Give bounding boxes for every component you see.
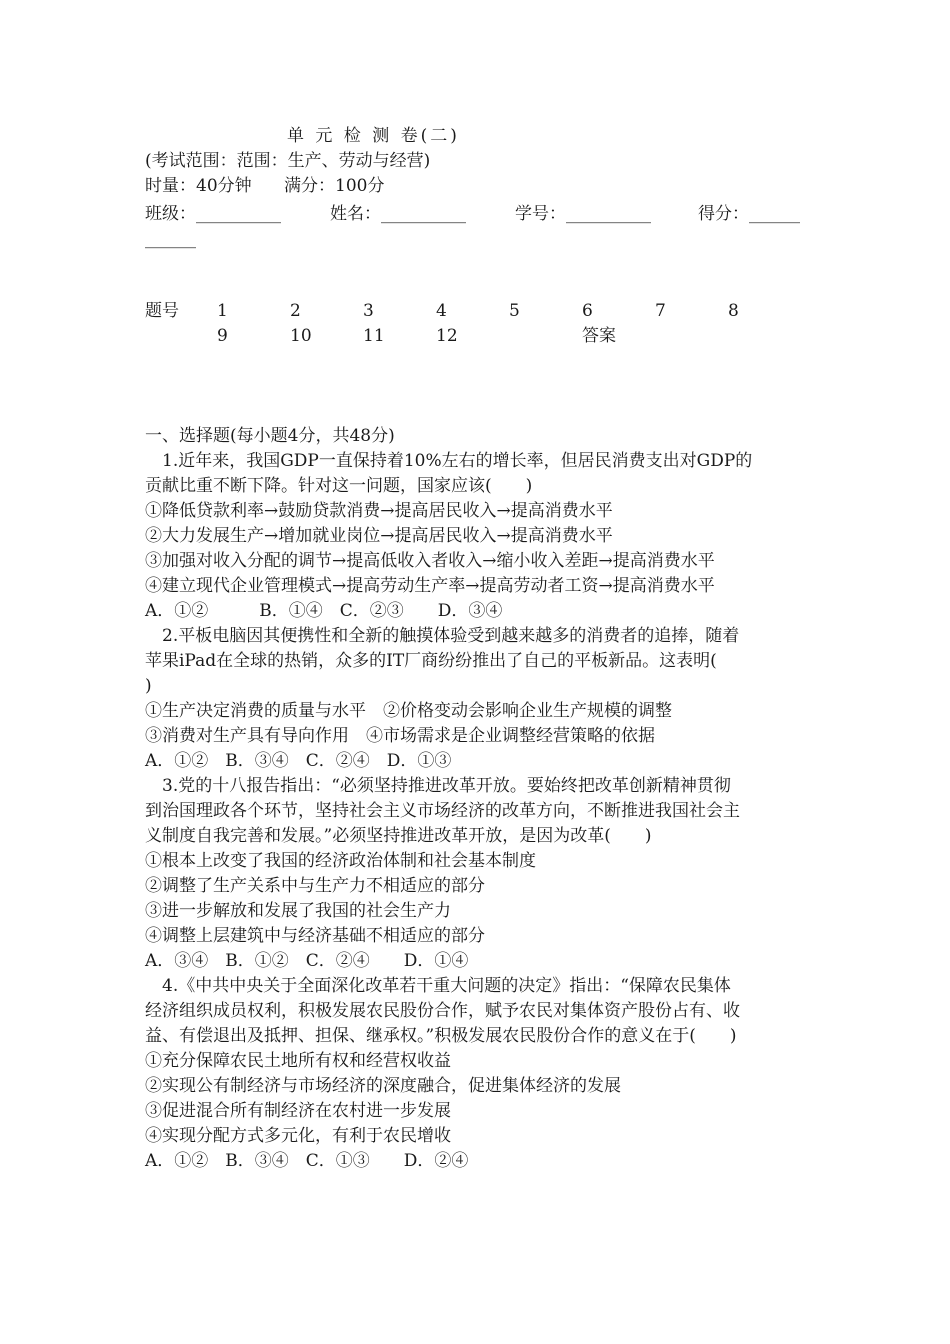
option-statement: ①根本上改变了我国的经济政治体制和社会基本制度 <box>145 851 536 871</box>
question-stem: 4.《中共中央关于全面深化改革若干重大问题的决定》指出：“保障农民集体 <box>162 976 731 996</box>
question-number: 5 <box>509 301 520 321</box>
answer-label: 答案 <box>582 326 616 346</box>
option-statement: ④调整上层建筑中与经济基础不相适应的部分 <box>145 926 485 946</box>
question-number: 11 <box>363 326 385 346</box>
question-number: 8 <box>728 301 739 321</box>
option-statement: ③促进混合所有制经济在农村进一步发展 <box>145 1101 451 1121</box>
question-stem: ) <box>145 676 152 696</box>
question-stem: 1.近年来，我国GDP一直保持着10%左右的增长率，但居民消费支出对GDP的 <box>162 451 753 471</box>
exam-title: 单 元 检 测 卷(二) <box>287 126 460 146</box>
question-number: 9 <box>217 326 228 346</box>
option-statement: ②大力发展生产→增加就业岗位→提高居民收入→提高消费水平 <box>145 526 613 546</box>
answer-choices: A．①② B．③④ C．①③ D．②④ <box>145 1151 469 1171</box>
option-statement: ④建立现代企业管理模式→提高劳动生产率→提高劳动者工资→提高消费水平 <box>145 576 715 596</box>
answer-choices: A．③④ B．①② C．②④ D．①④ <box>145 951 469 971</box>
option-statement: ④实现分配方式多元化，有利于农民增收 <box>145 1126 451 1146</box>
question-number-label: 题号 <box>145 301 179 321</box>
score-field-continuation: ______ <box>145 229 196 249</box>
student-id-field[interactable]: 学号：__________ <box>515 204 651 224</box>
question-number: 7 <box>655 301 666 321</box>
option-statement: ③消费对生产具有导向作用 ④市场需求是企业调整经营策略的依据 <box>145 726 655 746</box>
name-field[interactable]: 姓名：__________ <box>330 204 466 224</box>
option-statement: ③加强对收入分配的调节→提高低收入者收入→缩小收入差距→提高消费水平 <box>145 551 715 571</box>
answer-choices: A．①② B．①④ C．②③ D．③④ <box>145 601 503 621</box>
question-stem: 2.平板电脑因其便携性和全新的触摸体验受到越来越多的消费者的追捧，随着 <box>162 626 740 646</box>
answer-choices: A．①② B．③④ C．②④ D．①③ <box>145 751 452 771</box>
section-heading: 一、选择题(每小题4分，共48分) <box>145 426 395 446</box>
question-number: 2 <box>290 301 301 321</box>
question-stem: 义制度自我完善和发展。”必须坚持推进改革开放，是因为改革( ) <box>145 826 652 846</box>
time-and-score: 时量：40分钟 满分：100分 <box>145 176 385 196</box>
option-statement: ①降低贷款利率→鼓励贷款消费→提高居民收入→提高消费水平 <box>145 501 613 521</box>
question-number: 1 <box>217 301 228 321</box>
question-number: 10 <box>290 326 312 346</box>
question-stem: 3.党的十八报告指出：“必须坚持推进改革开放。要始终把改革创新精神贯彻 <box>162 776 731 796</box>
score-field[interactable]: 得分：______ <box>698 204 800 224</box>
option-statement: ①生产决定消费的质量与水平 ②价格变动会影响企业生产规模的调整 <box>145 701 672 721</box>
option-statement: ①充分保障农民土地所有权和经营权收益 <box>145 1051 451 1071</box>
question-stem: 经济组织成员权利，积极发展农民股份合作，赋予农民对集体资产股份占有、收 <box>145 1001 740 1021</box>
option-statement: ③进一步解放和发展了我国的社会生产力 <box>145 901 451 921</box>
question-stem: 贡献比重不断下降。针对这一问题，国家应该( ) <box>145 476 533 496</box>
question-number: 12 <box>436 326 458 346</box>
question-stem: 苹果iPad在全球的热销，众多的IT厂商纷纷推出了自己的平板新品。这表明( <box>145 651 717 671</box>
class-field[interactable]: 班级：__________ <box>145 204 281 224</box>
question-number: 6 <box>582 301 593 321</box>
exam-scope: (考试范围：范围：生产、劳动与经营) <box>145 151 431 171</box>
question-number: 4 <box>436 301 447 321</box>
question-number: 3 <box>363 301 374 321</box>
option-statement: ②调整了生产关系中与生产力不相适应的部分 <box>145 876 485 896</box>
question-stem: 益、有偿退出及抵押、担保、继承权。”积极发展农民股份合作的意义在于( ) <box>145 1026 737 1046</box>
option-statement: ②实现公有制经济与市场经济的深度融合，促进集体经济的发展 <box>145 1076 621 1096</box>
question-stem: 到治国理政各个环节，坚持社会主义市场经济的改革方向，不断推进我国社会主 <box>145 801 740 821</box>
